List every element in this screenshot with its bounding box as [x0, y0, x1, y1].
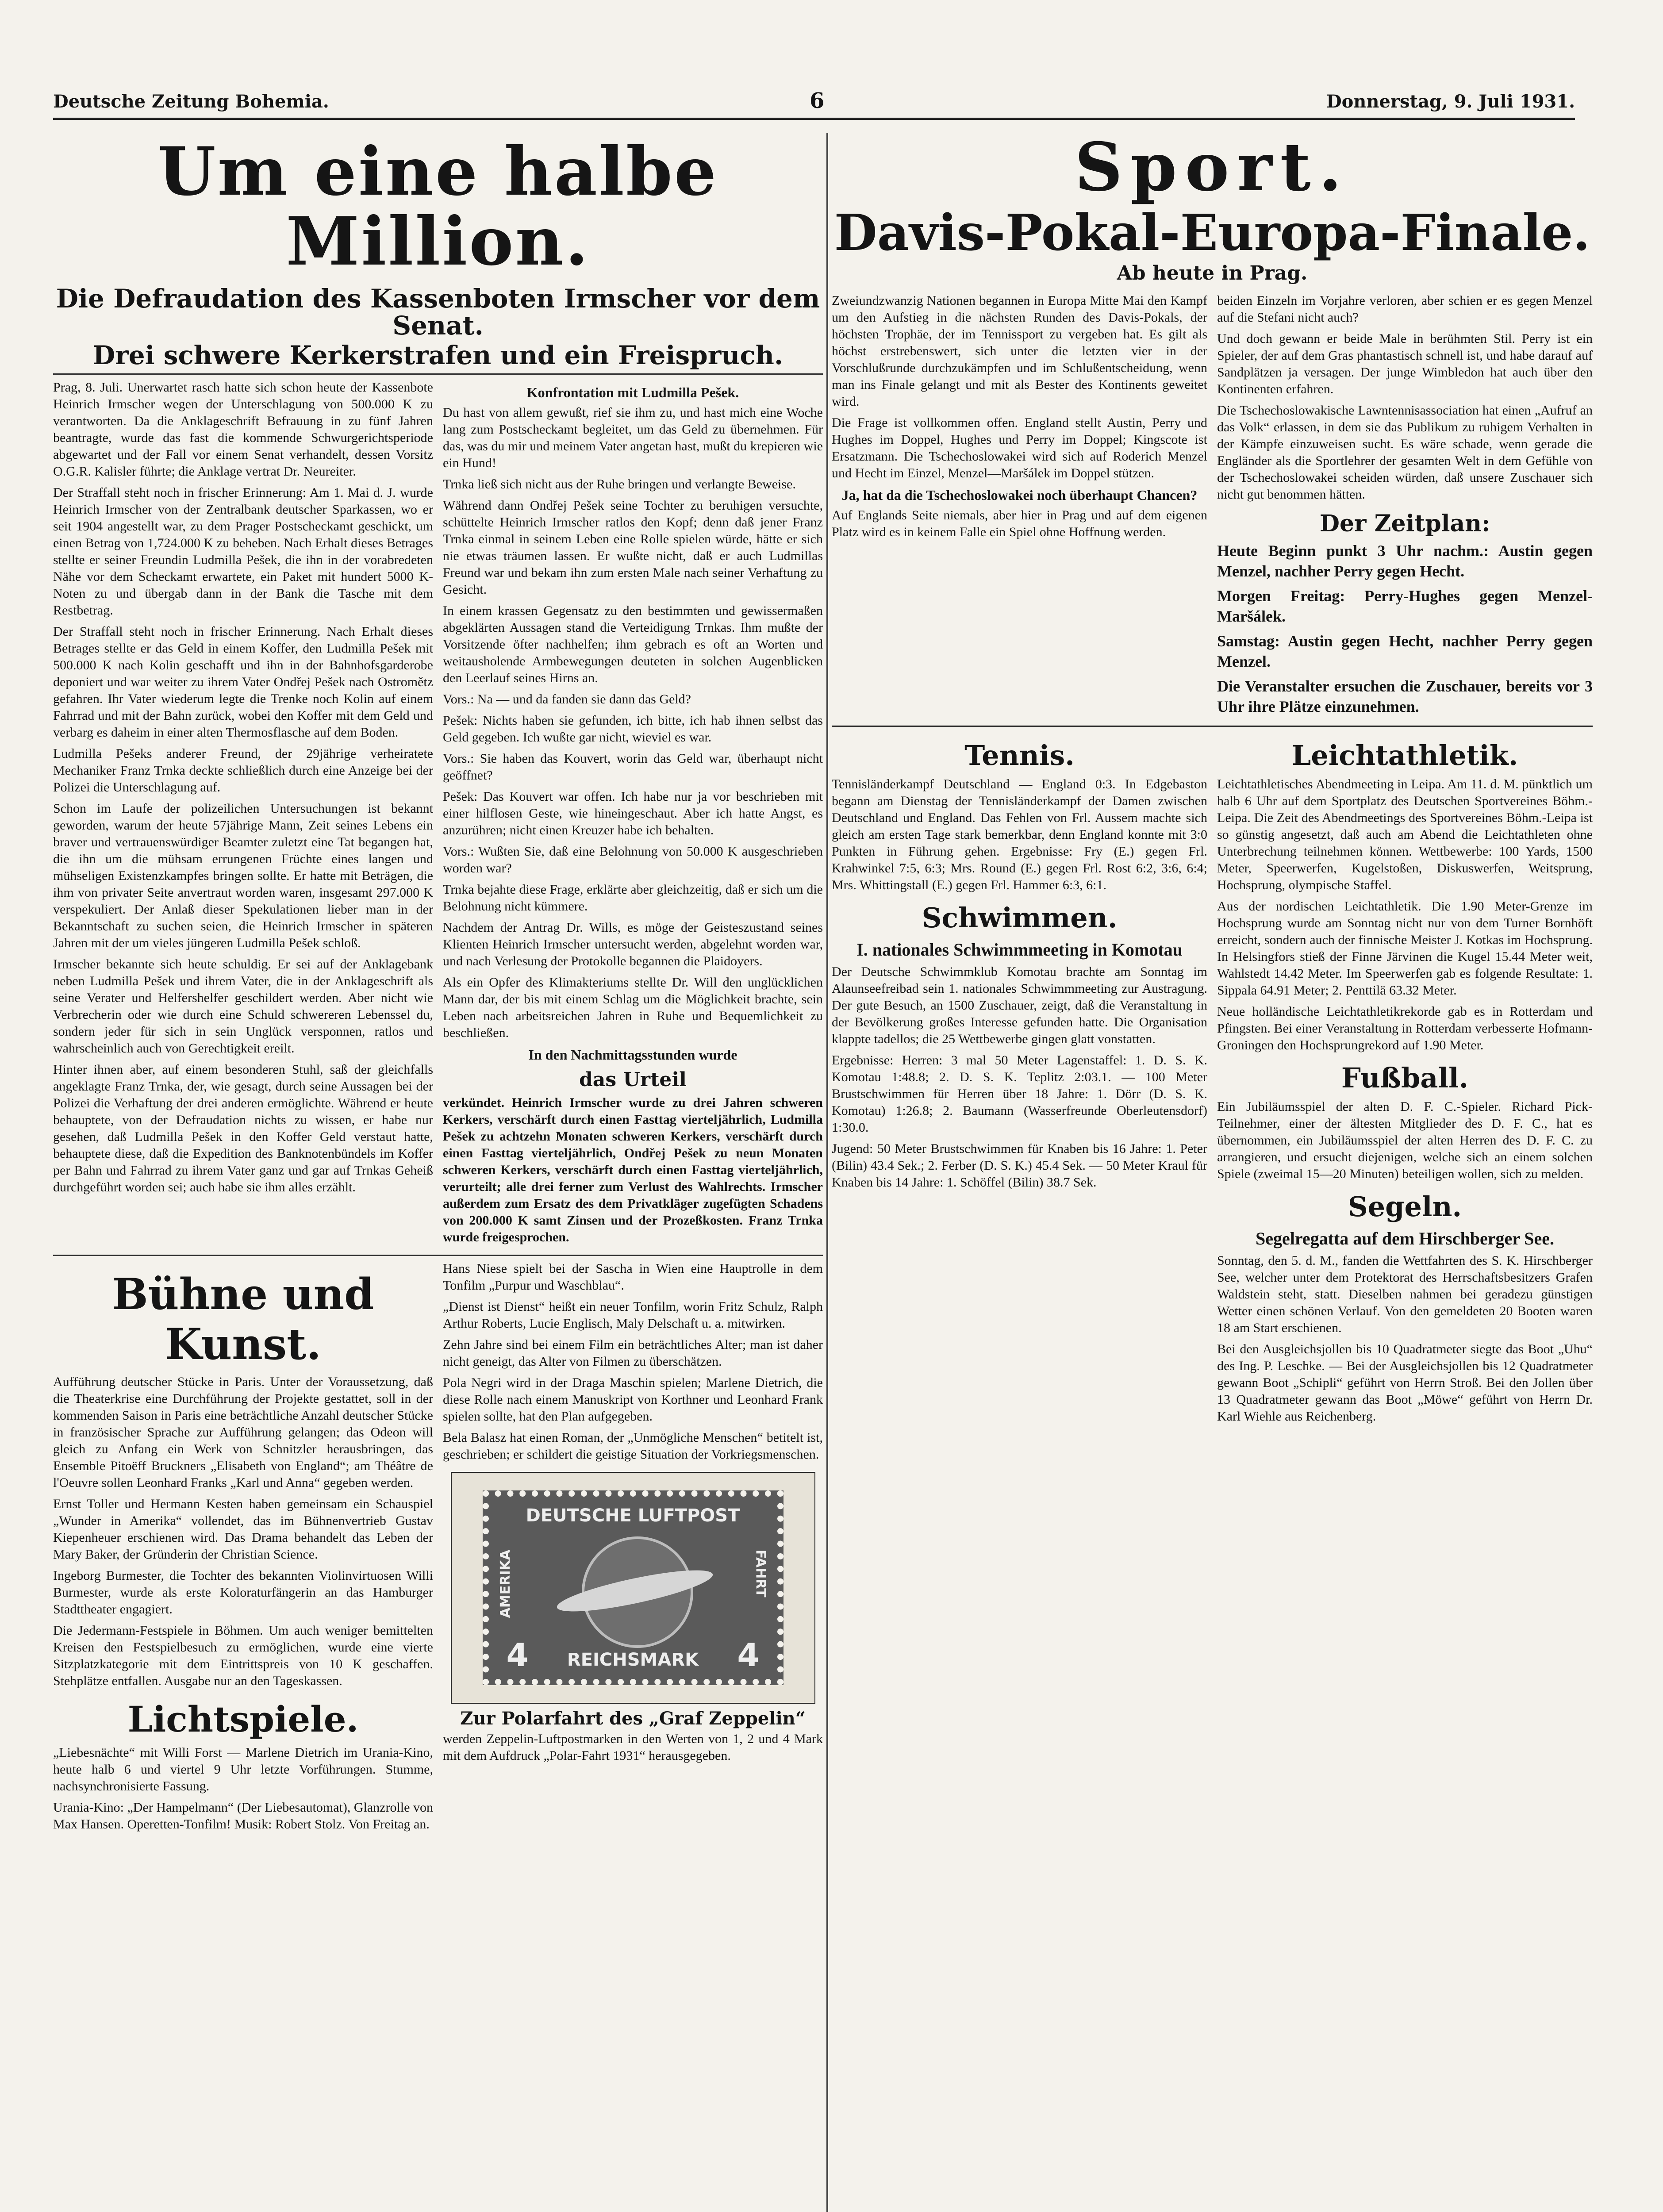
- zeppelin-stamp-image: [451, 1472, 815, 1704]
- stamp-text: werden Zeppelin-Luftpostmarken in den Werten von 1, 2 und 4 Mark mit dem Aufdruck „Polar-Fahrt 1931“ herausgegeben.: [443, 1731, 823, 1763]
- right-section: [832, 128, 1593, 1429]
- arts-heading: Bühne und Kunst.: [112, 1269, 374, 1369]
- schedule-item: Heute Beginn punkt 3 Uhr nachm.: Austin gegen Menzel, nachher Perry gegen Hecht.: [1217, 542, 1593, 580]
- issue-date: Donnerstag, 9. Juli 1931.: [1326, 91, 1575, 112]
- sailing-subheading: Segelregatta auf dem Hirschberger See.: [1255, 1229, 1555, 1249]
- court-article: [53, 379, 823, 1250]
- article-paragraph: Du hast von allem gewußt, rief sie ihm zu, und hast mich eine Woche lang zum Postscheckamt begleitet, um das Geld zu übernehmen. Für das, was du mir und meinem Vater angetan hast, mußt du krepieren wie ein Hund!: [443, 405, 823, 470]
- sailing-heading: Segeln.: [1348, 1190, 1462, 1223]
- article-paragraph: Pešek: Nichts haben sie gefunden, ich bitte, ich hab ihnen selbst das Geld gegeben. Ich wußte gar nicht, wieviel es war.: [443, 713, 823, 745]
- article-paragraph: Und doch gewann er beide Male in berühmten Stil. Perry ist ein Spieler, der auf dem Gras phantastisch schnell ist, und habe darauf auf Sandplätzen ja versagen. Der junge Wimbledon hat auch über den Kontinenten erfahren.: [1217, 331, 1593, 397]
- football-paragraph: Ein Jubiläumsspiel der alten D. F. C.-Spieler. Richard Pick-Teilnehmer, einer der ältesten Mitglieder des D. F. C., hat es übernommen, ein Jubiläumsspiel der alten Herren des D. F. C. zu arrangieren, und ersucht diejenigen, welche sich an einem solchen Spiele (zweimal 15—20 Minuten) beteiligen wollen, sich zu melden.: [1217, 1099, 1593, 1182]
- arts-paragraph: Aufführung deutscher Stücke in Paris. Unter der Voraussetzung, daß die Theaterkrise eine Durchführung der Projekte gestattet, soll in der kommenden Saison in Paris eine beträchtliche Anzahl deutscher Stücke in französischer Sprache zur Aufführung gelangen; das Odeon will gleich zu Anfang ein Werk von Schnitzler herausbringen, das Ensemble Pitoëff Bruckners „Elisabeth von England“; am Théâtre de l'Oeuvre sollen Leonhard Franks „Karl und Anna“ gegeben werden.: [53, 1374, 433, 1490]
- stamp-left-text: AMERIKA: [497, 1549, 513, 1618]
- swimming-paragraph: Der Deutsche Schwimmklub Komotau brachte am Sonntag im Alaunseefreibad sein 1. nationales Schwimmmeeting zur Austragung. Der gute Besuch, an 1500 Zuschauer, zeigt, daß die Veranstaltung in der Bevölkerung großes Interesse gefunden hatte. Die Organisation klappte tadellos; die 25 Wettbewerbe gingen glatt vonstatten.: [832, 964, 1207, 1047]
- sports-col2: [1217, 731, 1593, 1429]
- article-paragraph: Prag, 8. Juli. Unerwartet rasch hatte sich schon heute der Kassenbote Heinrich Irmscher wegen der Unterschlagung von 500.000 K zu verantworten. Da die Anklageschrift Befrauung in zu fünf Jahren beantragte, wurde das fast die kommende Schwurgerichtsperiode abgewartet und der Fall vor einem Senat verhandelt, dessen Vorsitz O.G.R. Kalisler führte; die Anklage vertrat Dr. Neureiter.: [53, 380, 433, 479]
- stamp-top-text: DEUTSCHE LUFTPOST: [526, 1505, 740, 1526]
- schedule-item: Samstag: Austin gegen Hecht, nachher Perry gegen Menzel.: [1217, 632, 1593, 671]
- main-subheadline: Die Defraudation des Kassenboten Irmscher vor dem Senat.: [56, 284, 820, 341]
- stamp-caption: Zur Polarfahrt des „Graf Zeppelin“: [460, 1708, 806, 1729]
- davis-col2: [1217, 292, 1593, 721]
- stamp-right-text: FAHRT: [753, 1549, 768, 1598]
- left-section: [53, 128, 823, 1837]
- arts-paragraph: Pola Negri wird in der Draga Maschin spielen; Marlene Dietrich, die diese Rolle nach einem Manuskript von Korthner und Leonhard Frank spielen sollte, hat den Plan aufgegeben.: [443, 1375, 823, 1424]
- arts-paragraph: Ingeborg Burmester, die Tochter des bekannten Violinvirtuosen Willi Burmester, wurde als erste Koloraturfängerin an das Hamburger Stadttheater engagiert.: [53, 1568, 433, 1617]
- swimming-subheading: I. nationales Schwimmmeeting in Komotau: [856, 940, 1183, 960]
- verdict-intro: In den Nachmittagsstunden wurde: [528, 1046, 737, 1063]
- divider: [832, 726, 1593, 727]
- swimming-paragraph: Jugend: 50 Meter Brustschwimmen für Knaben bis 16 Jahre: 1. Peter (Bilin) 43.4 Sek.; 2. Ferber (D. S. K.) 45.4 Sek. — 50 Meter Kraul für Knaben bis 14 Jahre: 1. Schöffel (Bilin) 38.7 Sek.: [832, 1141, 1207, 1190]
- tennis-paragraph: Tennisländerkampf Deutschland — England 0:3. In Edgebaston begann am Dienstag der Tennisländerkampf der Damen zwischen Deutschland und England. Das Fehlen von Frl. Aussem machte sich gleich am ersten Tage stark bemerkbar, denn England konnte mit 3:0 Punkten in Führung gehen. Ergebnisse: Fry (E.) gegen Frl. Krahwinkel 7:5, 6:3; Mrs. Round (E.) gegen Frl. Rost 6:2, 3:6, 6:4; Mrs. Whittingstall (E.) gegen Frl. Hammer 6:3, 6:1.: [832, 777, 1207, 893]
- verdict-text: verkündet. Heinrich Irmscher wurde zu drei Jahren schweren Kerkers, verschärft durch einen Fasttag vierteljährlich, Ludmilla Pešek zu achtzehn Monaten schweren Kerkers, verschärft durch einen Fasttag vierteljährlich, Ondřej Pešek zu neun Monaten schweren Kerkers, verschärft durch einen Fasttag vierteljährlich, verurteilt; alle drei ferner zum Verlust des Wahlrechts. Irmscher außerdem zum Ersatz des dem Privatkläger zugefügten Schadens von 200.000 K samt Zinsen und der Prozeßkosten. Franz Trnka wurde freigesprochen.: [443, 1095, 823, 1244]
- divider: [53, 373, 823, 375]
- arts-section: [53, 1260, 823, 1837]
- davis-col1: [832, 292, 1207, 721]
- arts-paragraph: Die Jedermann-Festspiele in Böhmen. Um auch weniger bemittelten Kreisen den Festspielbesuch zu ermöglichen, wurde eine vierte Sitzplatzkategorie mit dem Eintrittspreis von 10 K geschaffen. Stehplätze entfallen. Ausgabe nur an den Tageskassen.: [53, 1623, 433, 1688]
- article-paragraph: Während dann Ondřej Pešek seine Tochter zu beruhigen versuchte, schüttelte Heinrich Irmscher ratlos den Kopf; denn daß jener Franz Trnka einmal in seinem Leben eine Rolle spielen würde, hätte er sich nie etwas träumen lassen. Er wußte nicht, daß er auch Ludmillas Freund war und bekam ihn zum ersten Male nach seiner Verhaftung zu Gesicht.: [443, 498, 823, 597]
- arts-paragraph: „Dienst ist Dienst“ heißt ein neuer Tonfilm, worin Fritz Schulz, Ralph Arthur Roberts, Lucie Englisch, Maly Delschaft u. a. mitwirken.: [443, 1299, 823, 1331]
- stamp-value: 4: [737, 1636, 760, 1674]
- page-header: [53, 87, 1575, 120]
- court-article-col2: [443, 379, 823, 1250]
- divider: [53, 1255, 823, 1256]
- athletics-paragraph: Neue holländische Leichtathletikrekorde gab es in Rotterdam und Pfingsten. Bei einer Veranstaltung in Rotterdam verbesserte Hofmann-Groningen den Hochsprungrekord auf 1.90 Meter.: [1217, 1004, 1593, 1053]
- schedule-item: Die Veranstalter ersuchen die Zuschauer, bereits vor 3 Uhr ihre Plätze einzunehmen.: [1217, 677, 1593, 716]
- article-paragraph: Zweiundzwanzig Nationen begannen in Europa Mitte Mai den Kampf um den Aufstieg in die nächsten Runden des Davis-Pokals, der höchsten Trophäe, der im Tennissport zu vergeben hat. Es gilt als höchst erstrebenswert, sich unter die letzten vier in der Vorschlußrunde durchzukämpfen und im Schlußentscheidung, wenn man ins Finale gelangt und mit als Bester des Kontinents geweitet wird.: [832, 293, 1207, 409]
- article-subheading: Ja, hat da die Tschechoslowakei noch überhaupt Chancen?: [841, 487, 1198, 503]
- sports-results: [832, 731, 1593, 1429]
- football-heading: Fußball.: [1341, 1062, 1469, 1094]
- newspaper-name: Deutsche Zeitung Bohemia.: [53, 91, 329, 112]
- davis-article: [832, 292, 1593, 721]
- main-headline: Um eine halbe Million.: [157, 133, 718, 280]
- column-divider: [826, 133, 828, 2212]
- article-paragraph: beiden Einzeln im Vorjahre verloren, aber schien er es gegen Menzel auf die Stefani nicht auch?: [1217, 293, 1593, 325]
- main-subheadline-2: Drei schwere Kerkerstrafen und ein Freispruch.: [92, 340, 783, 370]
- article-paragraph: Die Frage ist vollkommen offen. England stellt Austin, Perry und Hughes im Doppel, Hughes und Perry im Doppel; Kingscote ist Ersatzmann. Die Tschechoslowakei wird sich auf Roderich Menzel und Hecht im Einzel, Menzel—Maršálek im Doppel stützen.: [832, 415, 1207, 481]
- arts-paragraph: Hans Niese spielt bei der Sascha in Wien eine Hauptrolle in dem Tonfilm „Purpur und Waschblau“.: [443, 1261, 823, 1293]
- article-paragraph: In einem krassen Gegensatz zu den bestimmten und gewissermaßen abgeklärten Aussagen stand die Verteidigung Trnkas. Ihm mußte der Vorsitzende öfter nachhelfen; ihm gebrach es oft an Worten und weitausholende Armbewegungen deuteten in solchen Augenblicken den Leerlauf seines Hirns an.: [443, 603, 823, 685]
- stamp-bottom-text: REICHSMARK: [567, 1649, 699, 1670]
- swimming-heading: Schwimmen.: [922, 902, 1118, 934]
- arts-paragraph: Ernst Toller und Hermann Kesten haben gemeinsam ein Schauspiel „Wunder in Amerika“ vollendet, das im Bühnenvertrieb Gustav Kiepenheuer erschienen wird. Das Drama behandelt das Leben der Mary Baker, der Gründerin der Christian Science.: [53, 1496, 433, 1562]
- article-paragraph: Vors.: Na — und da fanden sie dann das Geld?: [443, 691, 691, 707]
- tennis-heading: Tennis.: [964, 739, 1075, 772]
- article-paragraph: Die Tschechoslowakische Lawntennisassociation hat einen „Aufruf an das Volk“ erlassen, in dem sie das Publikum zu ruhigem Verhalten in der Kämpfe einzuweisen sucht. Es wäre schade, wenn gerade die Engländer als die Sportlehrer der gesamten Welt in dem Gefühle von der Tschechoslowakei scheiden würden, daß unsere Zuschauer sich nicht gut benommen hätten.: [1217, 403, 1593, 502]
- article-paragraph: Irmscher bekannte sich heute schuldig. Er sei auf der Anklagebank neben Ludmilla Pešek und ihrem Vater, die in der Anklageschrift als seine Verater und Helfershelfer geschildert werden. Aber nicht wie Verbrecherin oder wie durch eine Schuld schwereren Lebenssel du, sondern jeder für sich in sein Unglück versponnen, ratlos und wahrscheinlich auch von Gerechtigkeit ereilt.: [53, 956, 433, 1056]
- article-paragraph: Vors.: Sie haben das Kouvert, worin das Geld war, überhaupt nicht geöffnet?: [443, 751, 823, 783]
- court-article-col1: [53, 379, 433, 1250]
- arts-col1: [53, 1260, 433, 1837]
- article-paragraph: Pešek: Das Kouvert war offen. Ich habe nur ja vor beschrieben mit einer hilflosen Geste, wie hineingeschaut. Aber ich hatte Angst, es anzurühren; nicht einen Kreuzer habe ich behalten.: [443, 789, 823, 837]
- stamp-value: 4: [506, 1636, 529, 1674]
- article-paragraph: Der Straffall steht noch in frischer Erinnerung. Nach Erhalt dieses Betrages stellte er das Geld in einem Koffer, den Ludmilla Pešek mit 500.000 K nach Kolin geschafft und ihn in der Bahnhofsgarderobe deponiert und war weiter zu ihrem Vater Ondřej Pešek nach Ostromětz gefahren. Ihr Vater wiederum legte die Trenke noch Kolin auf einem Fahrrad und mit der Bahn zurück, wobei den Koffer mit dem Geld und verbarg es daheim in einer alten Thermosflasche auf dem Boden.: [53, 624, 433, 740]
- article-paragraph: Als ein Opfer des Klimakteriums stellte Dr. Will den unglücklichen Mann dar, der bis mit einem Schlag um die Möglichkeit brachte, sein Leben nach arbeitsreichen Jahren in Ruhe und Bequemlichkeit zu beschließen.: [443, 975, 823, 1040]
- schedule-heading: Der Zeitplan:: [1319, 510, 1490, 538]
- sailing-paragraph: Bei den Ausgleichsjollen bis 10 Quadratmeter siegte das Boot „Uhu“ des Ing. P. Leschke. — Bei der Ausgleichsjollen bis 12 Quadratmeter gewann Boot „Schipli“ geführt von Herrn Stroß. Bei den Jollen über 13 Quadratmeter gewann das Boot „Möwe“ geführt von Herrn Dr. Karl Wiehle aus Reichenberg.: [1217, 1342, 1593, 1424]
- article-subheading: Konfrontation mit Ludmilla Pešek.: [526, 384, 739, 400]
- article-paragraph: Trnka ließ sich nicht aus der Ruhe bringen und verlangte Beweise.: [443, 476, 796, 492]
- athletics-heading: Leichtathletik.: [1291, 739, 1518, 772]
- schedule-item: Morgen Freitag: Perry-Hughes gegen Menzel-Maršálek.: [1217, 587, 1593, 626]
- sailing-paragraph: Sonntag, den 5. d. M., fanden die Wettfahrten des S. K. Hirschberger See, welcher unter dem Protektorat des Herrschaftsbesitzers Grafen Waldstein steht, statt. Dieselben nahmen bei geradezu günstigen Wetter einen schönen Verlauf. Von den gemeldeten 20 Booten waren 18 am Start erschienen.: [1217, 1253, 1593, 1336]
- verdict-title: das Urteil: [579, 1068, 687, 1091]
- stamp: [483, 1490, 783, 1685]
- article-paragraph: Auf Englands Seite niemals, aber hier in Prag und auf dem eigenen Platz wird es in keinem Falle ein Spiel ohne Hoffnung werden.: [832, 508, 1207, 540]
- arts-col2: [443, 1260, 823, 1837]
- cinema-heading: Lichtspiele.: [127, 1698, 359, 1740]
- article-paragraph: Hinter ihnen aber, auf einem besonderen Stuhl, saß der gleichfalls angeklagte Franz Trnka, der, wie gesagt, durch seine Aussagen bei der Polizei die Verhaftung der drei anderen ermöglichte. Während er heute behauptete, von der Defraudation nichts zu wissen, er habe nur gesehen, daß Ludmilla Pešek in den Koffer Geld verstaut hatte, behauptete diese, daß die Expedition des Banknotenbündels im Koffer per Bahn und Fahrrad zu ihrem Vater ganz und gar auf Trnkas Geheiß durchgeführt worden sei; auch habe sie ihm alles erzählt.: [53, 1062, 433, 1194]
- athletics-paragraph: Leichtathletisches Abendmeeting in Leipa. Am 11. d. M. pünktlich um halb 6 Uhr auf dem Sportplatz des Deutschen Sportvereines Böhm.-Leipa. Die Zeit des Abendmeetings des Sportvereines Böhm.-Leipa ist so günstig angesetzt, daß auch am Abend die Leichtathleten ohne Unterbrechung teilnehmen können. Wettbewerbe: 100 Yards, 1500 Meter, Speerwerfen, Kugelstoßen, Diskuswerfen, Weitsprung, Hochsprung, olympische Staffel.: [1217, 777, 1593, 893]
- arts-paragraph: Zehn Jahre sind bei einem Film ein beträchtliches Alter; man ist daher nicht geneigt, das Alter von Filmen zu überschätzen.: [443, 1337, 823, 1369]
- arts-paragraph: Bela Balasz hat einen Roman, der „Unmögliche Menschen“ betitelt ist, geschrieben; er schildert die geistige Situation der Vorkriegsmenschen.: [443, 1430, 823, 1462]
- cinema-paragraph: „Liebesnächte“ mit Willi Forst — Marlene Dietrich im Urania-Kino, heute halb 6 und viertel 9 Uhr letzte Vorführungen. Stumme, nachsynchronisierte Fassung.: [53, 1745, 433, 1793]
- cinema-paragraph: Urania-Kino: „Der Hampelmann“ (Der Liebesautomat), Glanzrolle von Max Hansen. Operetten-Tonfilm! Musik: Robert Stolz. Von Freitag an.: [53, 1800, 433, 1832]
- athletics-paragraph: Aus der nordischen Leichtathletik. Die 1.90 Meter-Grenze im Hochsprung wurde am Sonntag nicht nur von dem Turner Bornhöft erreicht, sondern auch der finnische Meister J. Kotkas im Hochsprung. In Helsingfors stieß der Finne Järvinen die Kugel 15.44 Meter weit, Wahlstedt 14.42 Meter. Im Speerwerfen gab es folgende Resultate: 1. Sippala 64.91 Meter; 2. Penttilä 63.32 Meter.: [1217, 899, 1593, 998]
- davis-subheadline: Ab heute in Prag.: [1117, 262, 1308, 285]
- article-paragraph: Der Straffall steht noch in frischer Erinnerung: Am 1. Mai d. J. wurde Heinrich Irmscher von der Zentralbank deutscher Sparkassen, wo er seit 1904 angestellt war, zu dem Prager Postscheckamt geschickt, um einen Betrag von 1,724.000 K zu beheben. Nach Erhalt dieses Betrages stellte er seiner Freundin Ludmilla Pešek, die ihn in der vorabredeten Nähe vor dem Scheckamt erwartete, ein Paket mit hundert 5000 K-Noten zu und übergab dann in der Bank die Tasche mit dem Restbetrag.: [53, 485, 433, 618]
- sport-headline: Sport.: [1075, 128, 1350, 206]
- article-paragraph: Vors.: Wußten Sie, daß eine Belohnung von 50.000 K ausgeschrieben worden war?: [443, 844, 823, 876]
- article-paragraph: Ludmilla Pešeks anderer Freund, der 29jährige verheiratete Mechaniker Franz Trnka deckte schließlich durch eine Anzeige bei der Polizei die Unterschlagung auf.: [53, 746, 433, 795]
- sports-col1: [832, 731, 1207, 1429]
- davis-headline: Davis-Pokal-Europa-Finale.: [834, 204, 1590, 262]
- page-number: 6: [810, 88, 825, 113]
- swimming-paragraph: Ergebnisse: Herren: 3 mal 50 Meter Lagenstaffel: 1. D. S. K. Komotau 1:48.8; 2. D. S. K. Teplitz 2:03.1. — 100 Meter Brustschwimmen für Herren über 18 Jahre: 1. Dörr (D. S. K. Komotau) 1:26.8; 2. Baumann (Wasserfreunde Oberleutensdorf) 1:30.0.: [832, 1053, 1207, 1135]
- article-paragraph: Schon im Laufe der polizeilichen Untersuchungen ist bekannt geworden, warum der heute 57jährige Mann, Zeit seines Lebens ein braver und vertrauenswürdiger Beamter zuletzt eine Tat begangen hat, die ihn um die mühsam errungenen Früchte eines langen und mühseligen Existenzkampfes bringen sollte. Er hatte mit Beträgen, die ihm von privater Seite anvertraut worden waren, insgesamt 297.000 K verspekuliert. Der Anlaß dieser Spekulationen lieber man in der Bekanntschaft zu suchen seien, die Heinrich Irmscher in späteren Jahren mit der um vieles jüngeren Ludmilla Pešek schloß.: [53, 801, 433, 950]
- article-paragraph: Trnka bejahte diese Frage, erklärte aber gleichzeitig, daß er sich um die Belohnung nicht kümmere.: [443, 882, 823, 914]
- article-paragraph: Nachdem der Antrag Dr. Wills, es möge der Geisteszustand seines Klienten Heinrich Irmscher untersucht werden, abgelehnt worden war, und nach Verlesung der Protokolle begannen die Plaidoyers.: [443, 920, 823, 968]
